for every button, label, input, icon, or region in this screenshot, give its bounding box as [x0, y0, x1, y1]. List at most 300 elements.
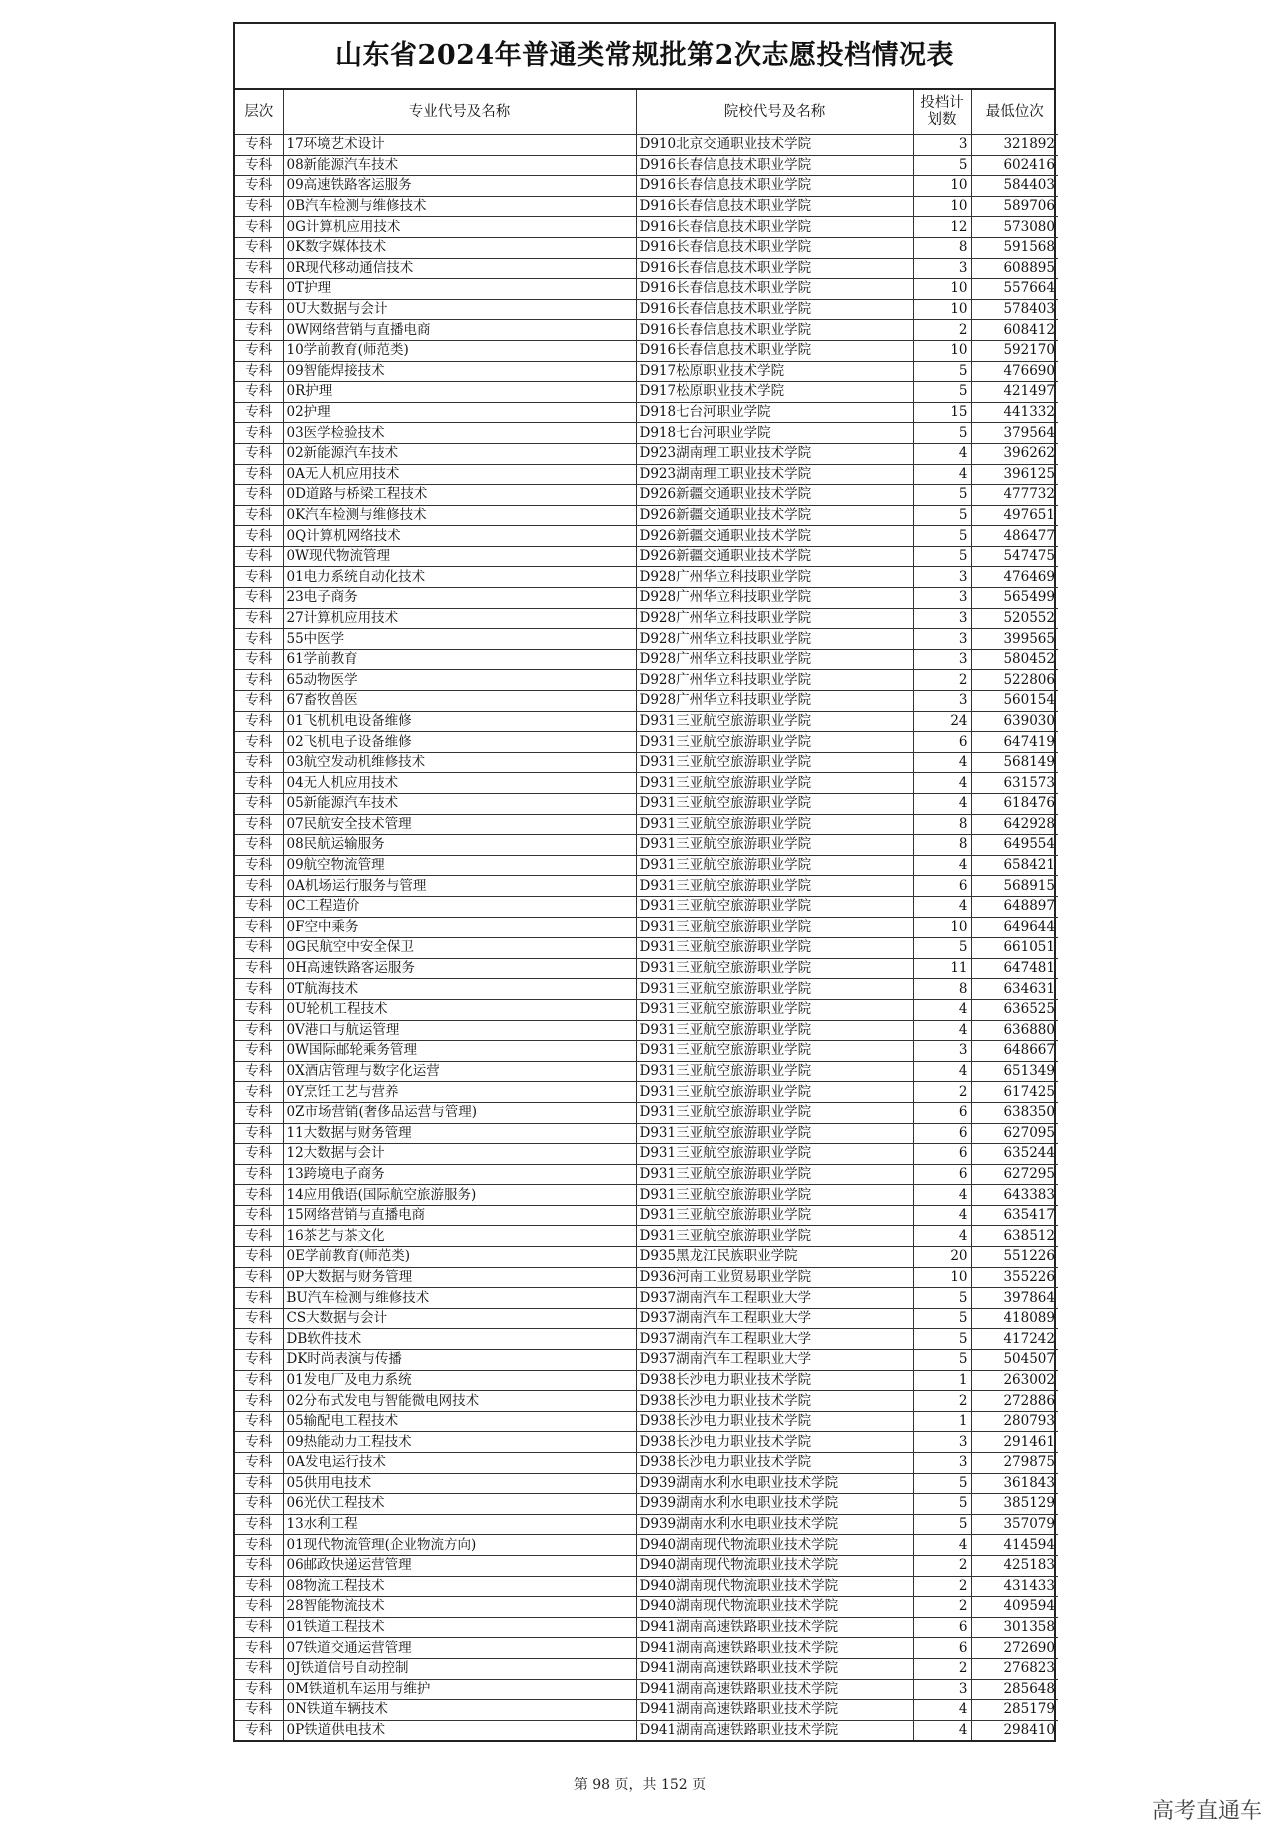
cell-rank: 379564 — [971, 423, 1058, 444]
cell-plan: 10 — [913, 196, 971, 217]
cell-rank: 476469 — [971, 567, 1058, 588]
table-row — [235, 1617, 1058, 1638]
cell-major: 0T航海技术 — [283, 979, 636, 1000]
cell-plan: 5 — [913, 423, 971, 444]
cell-level: 专科 — [235, 382, 283, 403]
cell-rank: 409594 — [971, 1597, 1058, 1618]
table-row — [235, 1020, 1058, 1041]
table-row — [235, 1576, 1058, 1597]
cell-school: D916长春信息技术职业学院 — [636, 340, 913, 361]
cell-major: 0F空中乘务 — [283, 917, 636, 938]
cell-plan: 2 — [913, 1082, 971, 1103]
cell-school: D931三亚航空旅游职业学院 — [636, 855, 913, 876]
cell-major: 08新能源汽车技术 — [283, 155, 636, 176]
table-row — [235, 1185, 1058, 1206]
cell-rank: 618476 — [971, 794, 1058, 815]
cell-plan: 5 — [913, 1473, 971, 1494]
cell-school: D916长春信息技术职业学院 — [636, 217, 913, 238]
cell-school: D938长沙电力职业技术学院 — [636, 1411, 913, 1432]
cell-rank: 580452 — [971, 649, 1058, 670]
cell-major: 0Q计算机网络技术 — [283, 526, 636, 547]
cell-major: DK时尚表演与传播 — [283, 1350, 636, 1371]
cell-level: 专科 — [235, 1411, 283, 1432]
table-row — [235, 237, 1058, 258]
cell-plan: 4 — [913, 896, 971, 917]
cell-major: 0B汽车检测与维修技术 — [283, 196, 636, 217]
cell-level: 专科 — [235, 1555, 283, 1576]
cell-major: 0W网络营销与直播电商 — [283, 320, 636, 341]
cell-rank: 504507 — [971, 1350, 1058, 1371]
cell-level: 专科 — [235, 546, 283, 567]
table-row — [235, 1411, 1058, 1432]
cell-school: D926新疆交通职业技术学院 — [636, 485, 913, 506]
table-row — [235, 505, 1058, 526]
cell-school: D916长春信息技术职业学院 — [636, 176, 913, 197]
cell-school: D938长沙电力职业技术学院 — [636, 1391, 913, 1412]
cell-plan: 4 — [913, 443, 971, 464]
cell-level: 专科 — [235, 896, 283, 917]
cell-rank: 649644 — [971, 917, 1058, 938]
cell-plan: 24 — [913, 711, 971, 732]
table-row — [235, 1391, 1058, 1412]
cell-plan: 4 — [913, 752, 971, 773]
cell-rank: 658421 — [971, 855, 1058, 876]
table-row — [235, 917, 1058, 938]
cell-school: D928广州华立科技职业学院 — [636, 608, 913, 629]
cell-level: 专科 — [235, 135, 283, 156]
cell-rank: 272886 — [971, 1391, 1058, 1412]
cell-major: 23电子商务 — [283, 588, 636, 609]
cell-plan: 5 — [913, 938, 971, 959]
cell-rank: 301358 — [971, 1617, 1058, 1638]
cell-rank: 592170 — [971, 340, 1058, 361]
cell-level: 专科 — [235, 1679, 283, 1700]
cell-major: 14应用俄语(国际航空旅游服务) — [283, 1185, 636, 1206]
cell-major: 08民航运输服务 — [283, 835, 636, 856]
table-row — [235, 443, 1058, 464]
cell-plan: 8 — [913, 814, 971, 835]
cell-major: 05新能源汽车技术 — [283, 794, 636, 815]
cell-major: 0T护理 — [283, 279, 636, 300]
cell-rank: 631573 — [971, 773, 1058, 794]
cell-plan: 2 — [913, 1555, 971, 1576]
cell-school: D916长春信息技术职业学院 — [636, 258, 913, 279]
cell-level: 专科 — [235, 855, 283, 876]
cell-major: 09智能焊接技术 — [283, 361, 636, 382]
cell-plan: 4 — [913, 1226, 971, 1247]
cell-school: D931三亚航空旅游职业学院 — [636, 814, 913, 835]
cell-school: D931三亚航空旅游职业学院 — [636, 958, 913, 979]
table-row — [235, 649, 1058, 670]
cell-school: D931三亚航空旅游职业学院 — [636, 1061, 913, 1082]
cell-level: 专科 — [235, 1597, 283, 1618]
cell-level: 专科 — [235, 1123, 283, 1144]
cell-school: D918七台河职业学院 — [636, 423, 913, 444]
cell-rank: 602416 — [971, 155, 1058, 176]
table-row — [235, 1720, 1058, 1740]
cell-level: 专科 — [235, 752, 283, 773]
cell-rank: 647419 — [971, 732, 1058, 753]
table-row — [235, 670, 1058, 691]
cell-plan: 4 — [913, 999, 971, 1020]
cell-level: 专科 — [235, 1205, 283, 1226]
cell-rank: 643383 — [971, 1185, 1058, 1206]
cell-rank: 276823 — [971, 1658, 1058, 1679]
table-row — [235, 546, 1058, 567]
cell-major: 02飞机电子设备维修 — [283, 732, 636, 753]
cell-rank: 568915 — [971, 876, 1058, 897]
table-row — [235, 135, 1058, 156]
cell-school: D926新疆交通职业技术学院 — [636, 526, 913, 547]
cell-major: 09高速铁路客运服务 — [283, 176, 636, 197]
cell-major: 0U轮机工程技术 — [283, 999, 636, 1020]
cell-school: D931三亚航空旅游职业学院 — [636, 711, 913, 732]
admission-table — [235, 90, 1058, 1740]
cell-plan: 8 — [913, 979, 971, 1000]
page-footer: 第 98 页，共 152 页 — [573, 1777, 707, 1793]
cell-rank: 565499 — [971, 588, 1058, 609]
table-row — [235, 711, 1058, 732]
cell-school: D928广州华立科技职业学院 — [636, 670, 913, 691]
cell-plan: 2 — [913, 1391, 971, 1412]
cell-school: D931三亚航空旅游职业学院 — [636, 752, 913, 773]
header-rank: 最低位次 — [971, 90, 1058, 135]
cell-major: 05供用电技术 — [283, 1473, 636, 1494]
cell-level: 专科 — [235, 958, 283, 979]
cell-school: D931三亚航空旅游职业学院 — [636, 1102, 913, 1123]
cell-level: 专科 — [235, 176, 283, 197]
cell-rank: 285179 — [971, 1700, 1058, 1721]
cell-plan: 3 — [913, 1432, 971, 1453]
table-row — [235, 279, 1058, 300]
cell-school: D940湖南现代物流职业技术学院 — [636, 1597, 913, 1618]
cell-level: 专科 — [235, 649, 283, 670]
cell-major: 01发电厂及电力系统 — [283, 1370, 636, 1391]
cell-rank: 298410 — [971, 1720, 1058, 1740]
cell-plan: 4 — [913, 1535, 971, 1556]
table-row — [235, 835, 1058, 856]
cell-level: 专科 — [235, 691, 283, 712]
table-row — [235, 814, 1058, 835]
cell-school: D931三亚航空旅游职业学院 — [636, 979, 913, 1000]
cell-major: 01飞机机电设备维修 — [283, 711, 636, 732]
cell-major: 0Y烹饪工艺与营养 — [283, 1082, 636, 1103]
cell-rank: 396262 — [971, 443, 1058, 464]
cell-level: 专科 — [235, 1617, 283, 1638]
cell-major: 0P铁道供电技术 — [283, 1720, 636, 1740]
cell-school: D916长春信息技术职业学院 — [636, 155, 913, 176]
cell-level: 专科 — [235, 1267, 283, 1288]
cell-school: D928广州华立科技职业学院 — [636, 691, 913, 712]
cell-plan: 11 — [913, 958, 971, 979]
cell-level: 专科 — [235, 835, 283, 856]
header-plan — [913, 90, 971, 135]
cell-level: 专科 — [235, 1535, 283, 1556]
cell-level: 专科 — [235, 1308, 283, 1329]
cell-plan: 10 — [913, 1267, 971, 1288]
cell-school: D923湖南理工职业技术学院 — [636, 443, 913, 464]
cell-plan: 5 — [913, 526, 971, 547]
cell-plan: 5 — [913, 361, 971, 382]
cell-rank: 522806 — [971, 670, 1058, 691]
cell-major: 0R现代移动通信技术 — [283, 258, 636, 279]
cell-major: 0H高速铁路客运服务 — [283, 958, 636, 979]
table-row — [235, 1144, 1058, 1165]
cell-school: D910北京交通职业技术学院 — [636, 135, 913, 156]
cell-rank: 399565 — [971, 629, 1058, 650]
cell-school: D937湖南汽车工程职业大学 — [636, 1350, 913, 1371]
table-row — [235, 1638, 1058, 1659]
cell-rank: 608412 — [971, 320, 1058, 341]
table-row — [235, 196, 1058, 217]
cell-plan: 4 — [913, 1205, 971, 1226]
cell-rank: 636880 — [971, 1020, 1058, 1041]
cell-school: D931三亚航空旅游职业学院 — [636, 1123, 913, 1144]
cell-school: D941湖南高速铁路职业技术学院 — [636, 1638, 913, 1659]
cell-rank: 648667 — [971, 1041, 1058, 1062]
table-row — [235, 1329, 1058, 1350]
cell-major: 65动物医学 — [283, 670, 636, 691]
cell-major: 0K汽车检测与维修技术 — [283, 505, 636, 526]
cell-plan: 2 — [913, 1658, 971, 1679]
table-row — [235, 732, 1058, 753]
cell-school: D931三亚航空旅游职业学院 — [636, 1144, 913, 1165]
cell-plan: 5 — [913, 505, 971, 526]
cell-plan: 4 — [913, 1061, 971, 1082]
cell-plan: 4 — [913, 1720, 971, 1740]
header-plan-text: 投档计划数 — [920, 95, 964, 128]
cell-plan: 5 — [913, 546, 971, 567]
cell-level: 专科 — [235, 340, 283, 361]
cell-rank: 635417 — [971, 1205, 1058, 1226]
cell-plan: 1 — [913, 1411, 971, 1432]
cell-plan: 10 — [913, 299, 971, 320]
table-row — [235, 1700, 1058, 1721]
cell-school: D926新疆交通职业技术学院 — [636, 546, 913, 567]
table-row — [235, 1494, 1058, 1515]
cell-plan: 6 — [913, 1164, 971, 1185]
cell-major: 0R护理 — [283, 382, 636, 403]
cell-level: 专科 — [235, 1061, 283, 1082]
cell-major: 0G计算机应用技术 — [283, 217, 636, 238]
cell-major: 09航空物流管理 — [283, 855, 636, 876]
cell-plan: 6 — [913, 1102, 971, 1123]
cell-level: 专科 — [235, 1576, 283, 1597]
cell-rank: 634631 — [971, 979, 1058, 1000]
cell-level: 专科 — [235, 1082, 283, 1103]
cell-school: D941湖南高速铁路职业技术学院 — [636, 1720, 913, 1740]
cell-level: 专科 — [235, 423, 283, 444]
cell-school: D941湖南高速铁路职业技术学院 — [636, 1679, 913, 1700]
cell-level: 专科 — [235, 1041, 283, 1062]
cell-level: 专科 — [235, 794, 283, 815]
table-row — [235, 1041, 1058, 1062]
cell-level: 专科 — [235, 917, 283, 938]
cell-major: 01铁道工程技术 — [283, 1617, 636, 1638]
table-header-row — [235, 90, 1058, 135]
cell-major: DB软件技术 — [283, 1329, 636, 1350]
cell-level: 专科 — [235, 773, 283, 794]
cell-level: 专科 — [235, 1473, 283, 1494]
cell-level: 专科 — [235, 1288, 283, 1309]
table-row — [235, 999, 1058, 1020]
cell-level: 专科 — [235, 1329, 283, 1350]
cell-plan: 3 — [913, 1041, 971, 1062]
cell-level: 专科 — [235, 443, 283, 464]
cell-rank: 418089 — [971, 1308, 1058, 1329]
cell-major: 04无人机应用技术 — [283, 773, 636, 794]
table-row — [235, 258, 1058, 279]
cell-plan: 8 — [913, 237, 971, 258]
cell-rank: 639030 — [971, 711, 1058, 732]
cell-level: 专科 — [235, 258, 283, 279]
cell-school: D941湖南高速铁路职业技术学院 — [636, 1700, 913, 1721]
cell-major: 03航空发动机维修技术 — [283, 752, 636, 773]
cell-school: D916长春信息技术职业学院 — [636, 320, 913, 341]
cell-major: 09热能动力工程技术 — [283, 1432, 636, 1453]
table-row — [235, 855, 1058, 876]
cell-plan: 5 — [913, 382, 971, 403]
cell-rank: 589706 — [971, 196, 1058, 217]
cell-level: 专科 — [235, 979, 283, 1000]
table-row — [235, 1679, 1058, 1700]
cell-rank: 285648 — [971, 1679, 1058, 1700]
cell-plan: 4 — [913, 855, 971, 876]
cell-major: 17环境艺术设计 — [283, 135, 636, 156]
cell-rank: 357079 — [971, 1514, 1058, 1535]
cell-school: D937湖南汽车工程职业大学 — [636, 1308, 913, 1329]
cell-plan: 5 — [913, 1329, 971, 1350]
cell-level: 专科 — [235, 732, 283, 753]
cell-level: 专科 — [235, 1453, 283, 1474]
cell-major: 0A发电运行技术 — [283, 1453, 636, 1474]
cell-rank: 651349 — [971, 1061, 1058, 1082]
cell-plan: 3 — [913, 567, 971, 588]
cell-major: 06光伏工程技术 — [283, 1494, 636, 1515]
table-row — [235, 361, 1058, 382]
cell-level: 专科 — [235, 1164, 283, 1185]
table-row — [235, 1350, 1058, 1371]
cell-major: 02护理 — [283, 402, 636, 423]
cell-level: 专科 — [235, 237, 283, 258]
cell-school: D918七台河职业学院 — [636, 402, 913, 423]
cell-plan: 5 — [913, 1308, 971, 1329]
cell-major: 0N铁道车辆技术 — [283, 1700, 636, 1721]
cell-major: 28智能物流技术 — [283, 1597, 636, 1618]
table-row — [235, 382, 1058, 403]
cell-level: 专科 — [235, 567, 283, 588]
cell-major: 0A无人机应用技术 — [283, 464, 636, 485]
table-row — [235, 1535, 1058, 1556]
cell-rank: 649554 — [971, 835, 1058, 856]
cell-school: D941湖南高速铁路职业技术学院 — [636, 1658, 913, 1679]
cell-major: 11大数据与财务管理 — [283, 1123, 636, 1144]
cell-rank: 421497 — [971, 382, 1058, 403]
cell-rank: 385129 — [971, 1494, 1058, 1515]
header-school: 院校代号及名称 — [636, 90, 913, 135]
cell-school: D940湖南现代物流职业技术学院 — [636, 1555, 913, 1576]
table-row — [235, 1453, 1058, 1474]
cell-plan: 3 — [913, 258, 971, 279]
cell-plan: 10 — [913, 917, 971, 938]
cell-major: 0V港口与航运管理 — [283, 1020, 636, 1041]
cell-rank: 551226 — [971, 1247, 1058, 1268]
table-row — [235, 752, 1058, 773]
cell-major: 0E学前教育(师范类) — [283, 1247, 636, 1268]
cell-level: 专科 — [235, 1102, 283, 1123]
cell-level: 专科 — [235, 485, 283, 506]
cell-major: BU汽车检测与维修技术 — [283, 1288, 636, 1309]
cell-level: 专科 — [235, 402, 283, 423]
cell-school: D939湖南水利水电职业技术学院 — [636, 1514, 913, 1535]
cell-school: D916长春信息技术职业学院 — [636, 279, 913, 300]
cell-major: 0J铁道信号自动控制 — [283, 1658, 636, 1679]
cell-level: 专科 — [235, 608, 283, 629]
cell-level: 专科 — [235, 217, 283, 238]
cell-major: 0P大数据与财务管理 — [283, 1267, 636, 1288]
table-row — [235, 608, 1058, 629]
cell-school: D931三亚航空旅游职业学院 — [636, 1226, 913, 1247]
cell-level: 专科 — [235, 505, 283, 526]
cell-major: 0D道路与桥梁工程技术 — [283, 485, 636, 506]
cell-rank: 638512 — [971, 1226, 1058, 1247]
cell-rank: 279875 — [971, 1453, 1058, 1474]
cell-level: 专科 — [235, 1144, 283, 1165]
cell-plan: 6 — [913, 1123, 971, 1144]
cell-rank: 638350 — [971, 1102, 1058, 1123]
table-row — [235, 176, 1058, 197]
cell-major: 07民航安全技术管理 — [283, 814, 636, 835]
cell-plan: 5 — [913, 1288, 971, 1309]
cell-school: D940湖南现代物流职业技术学院 — [636, 1535, 913, 1556]
cell-plan: 4 — [913, 773, 971, 794]
table-row — [235, 217, 1058, 238]
cell-rank: 647481 — [971, 958, 1058, 979]
cell-rank: 642928 — [971, 814, 1058, 835]
cell-plan: 3 — [913, 649, 971, 670]
table-row — [235, 896, 1058, 917]
cell-rank: 560154 — [971, 691, 1058, 712]
cell-level: 专科 — [235, 361, 283, 382]
cell-rank: 417242 — [971, 1329, 1058, 1350]
header-major: 专业代号及名称 — [283, 90, 636, 135]
cell-major: 02新能源汽车技术 — [283, 443, 636, 464]
cell-rank: 648897 — [971, 896, 1058, 917]
cell-major: 13水利工程 — [283, 1514, 636, 1535]
cell-major: 0M铁道机车运用与维护 — [283, 1679, 636, 1700]
cell-level: 专科 — [235, 464, 283, 485]
table-row — [235, 938, 1058, 959]
cell-level: 专科 — [235, 1247, 283, 1268]
cell-level: 专科 — [235, 588, 283, 609]
cell-major: 67畜牧兽医 — [283, 691, 636, 712]
cell-rank: 661051 — [971, 938, 1058, 959]
cell-plan: 4 — [913, 1700, 971, 1721]
cell-level: 专科 — [235, 1226, 283, 1247]
cell-plan: 5 — [913, 1350, 971, 1371]
cell-plan: 3 — [913, 608, 971, 629]
cell-major: 10学前教育(师范类) — [283, 340, 636, 361]
table-row — [235, 979, 1058, 1000]
table-row — [235, 1555, 1058, 1576]
table-row — [235, 1267, 1058, 1288]
cell-school: D931三亚航空旅游职业学院 — [636, 876, 913, 897]
cell-rank: 476690 — [971, 361, 1058, 382]
cell-plan: 20 — [913, 1247, 971, 1268]
table-row — [235, 1514, 1058, 1535]
table-row — [235, 402, 1058, 423]
cell-level: 专科 — [235, 1494, 283, 1515]
